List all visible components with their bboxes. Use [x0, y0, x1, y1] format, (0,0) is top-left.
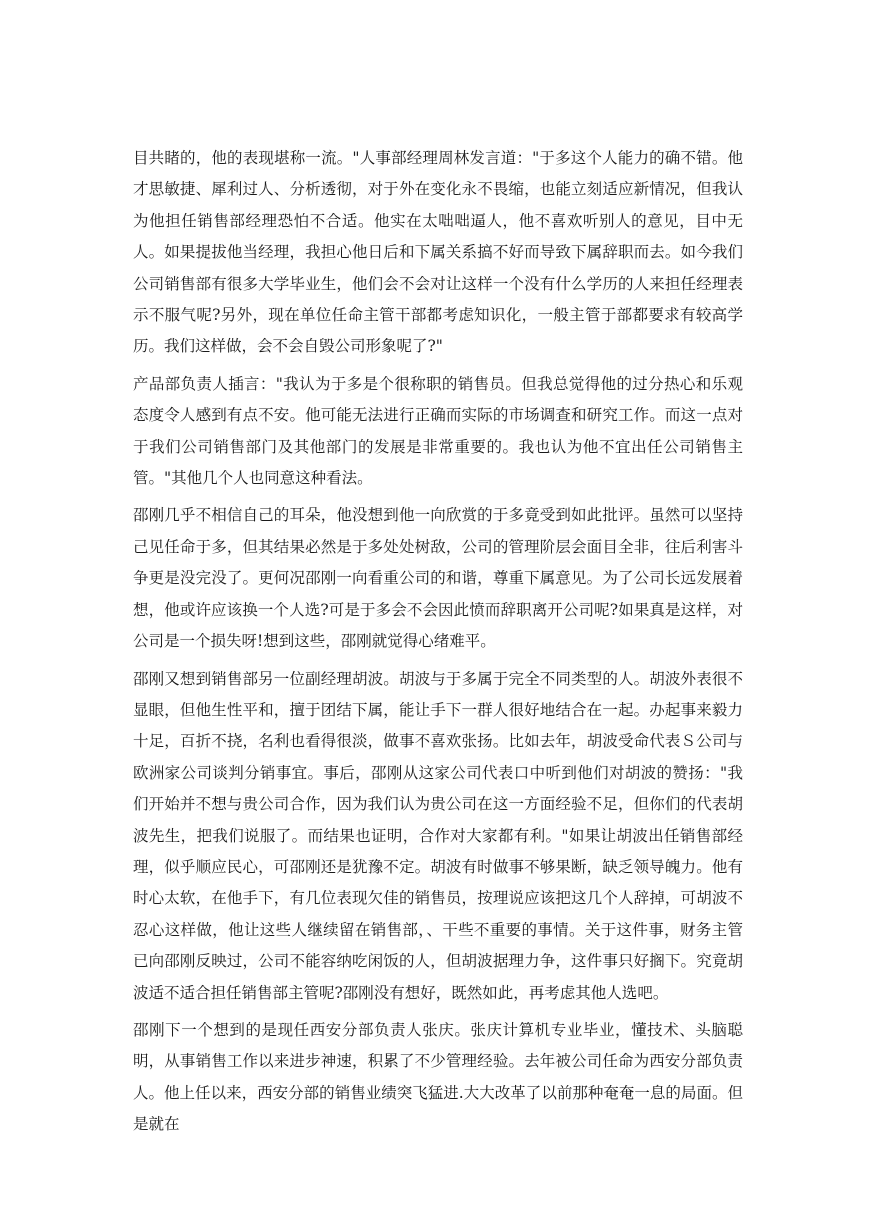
- paragraph-4: 邵刚又想到销售部另一位副经理胡波。胡波与于多属于完全不同类型的人。胡波外表很不显眼，但他生性平和，擅于团结下属，能让手下一群人很好地结合在一起。办起事来毅力十足，百折不挠，名利也看得很淡，做事不喜欢张扬。比如去年，胡波受命代表Ｓ公司与欧洲家公司谈判分销事宜。事后，邵刚从这家公司代表口中听到他们对胡波的赞扬："我们开始并不想与贵公司合作，因为我们认为贵公司在这一方面经验不足，但你们的代表胡波先生，把我们说服了。而结果也证明，合作对大家都有利。"如果让胡波出任销售部经理，似乎顺应民心，可邵刚还是犹豫不定。胡波有时做事不够果断，缺乏领导魄力。他有时心太软，在他手下，有几位表现欠佳的销售员，按理说应该把这几个人辞掉，可胡波不忍心这样做，他让这些人继续留在销售部，、干些不重要的事情。关于这件事，财务主管已向邵刚反映过，公司不能容纳吃闲饭的人，但胡波据理力争，这件事只好搁下。究竟胡波适不适合担任销售部主管呢?邵刚没有想好，既然如此，再考虑其他人选吧。: [133, 669, 743, 1002]
- paragraph-3: 邵刚几乎不相信自己的耳朵，他没想到他一向欣赏的于多竟受到如此批评。虽然可以坚持己见任命于多，但其结果必然是于多处处树敌，公司的管理阶层会面目全非，往后利害斗争更是没完没了。更何况邵刚一向看重公司的和谐，尊重下属意见。为了公司长远发展着想，他或许应该换一个人选?可是于多会不会因此愤而辞职离开公司呢?如果真是这样，对公司是一个损失呀!想到这些，邵刚就觉得心绪难平。: [133, 506, 743, 651]
- document-body: [133, 143, 743, 1147]
- paragraph-1: 目共睹的，他的表现堪称一流。"人事部经理周林发言道："于多这个人能力的确不错。他才思敏捷、犀利过人、分析透彻，对于外在变化永不畏缩，也能立刻适应新情况，但我认为他担任销售部经理恐怕不合适。他实在太咄咄逼人，他不喜欢听别人的意见，目中无人。如果提拔他当经理，我担心他日后和下属关系搞不好而导致下属辞职而去。如今我们公司销售部有很多大学毕业生，他们会不会对让这样一个没有什么学历的人来担任经理表示不服气呢?另外，现在单位任命主管干部都考虑知识化，一般主管于部都要求有较高学历。我们这样做，会不会自毁公司形象呢了?": [133, 149, 743, 356]
- paragraph-5: 邵刚下一个想到的是现任西安分部负责人张庆。张庆计算机专业毕业，懂技术、头脑聪明，从事销售工作以来进步神速，积累了不少管理经验。去年被公司任命为西安分部负责人。他上任以来，西安分部的销售业绩突飞猛进.大大改革了以前那种奄奄一息的局面。但是就在: [133, 1020, 743, 1134]
- paragraph-2: 产品部负责人插言："我认为于多是个很称职的销售员。但我总觉得他的过分热心和乐观态度令人感到有点不安。他可能无法进行正确而实际的市场调查和研究工作。而这一点对于我们公司销售部门及其他部门的发展是非常重要的。我也认为他不宜出任公司销售主管。"其他几个人也同意这种看法。: [133, 374, 743, 488]
